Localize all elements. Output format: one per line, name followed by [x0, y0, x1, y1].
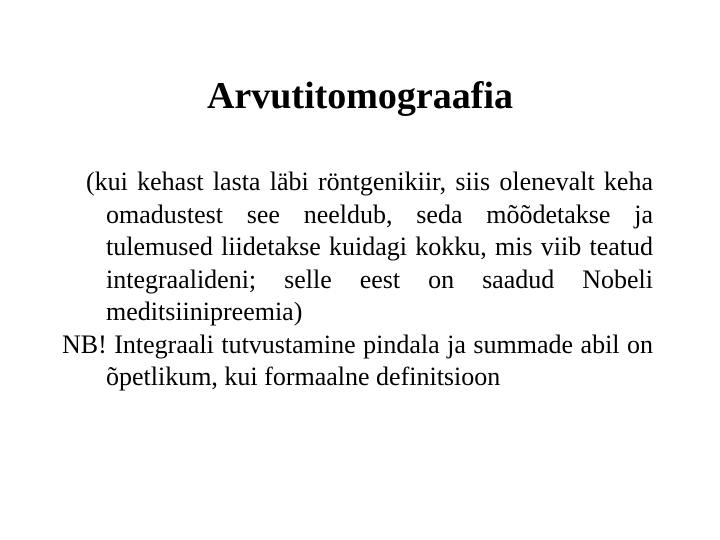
paragraph-ct-explanation: (kui kehast lasta läbi röntgenikiir, siis olenevalt keha omadustest see neeldub, seda mõõdetakse ja tulemused liidetakse kuidagi kokku, mis viib teatud integraalideni; selle eest on saadud Nobeli meditsiinipreemia): [86, 167, 653, 326]
slide-title: Arvutitomograafia: [206, 75, 514, 117]
paragraph-nb-note: NB! Integraali tutvustamine pindala ja summade abil on õpetlikum, kui formaalne definitsioon: [62, 329, 653, 391]
slide-body: [62, 166, 653, 394]
